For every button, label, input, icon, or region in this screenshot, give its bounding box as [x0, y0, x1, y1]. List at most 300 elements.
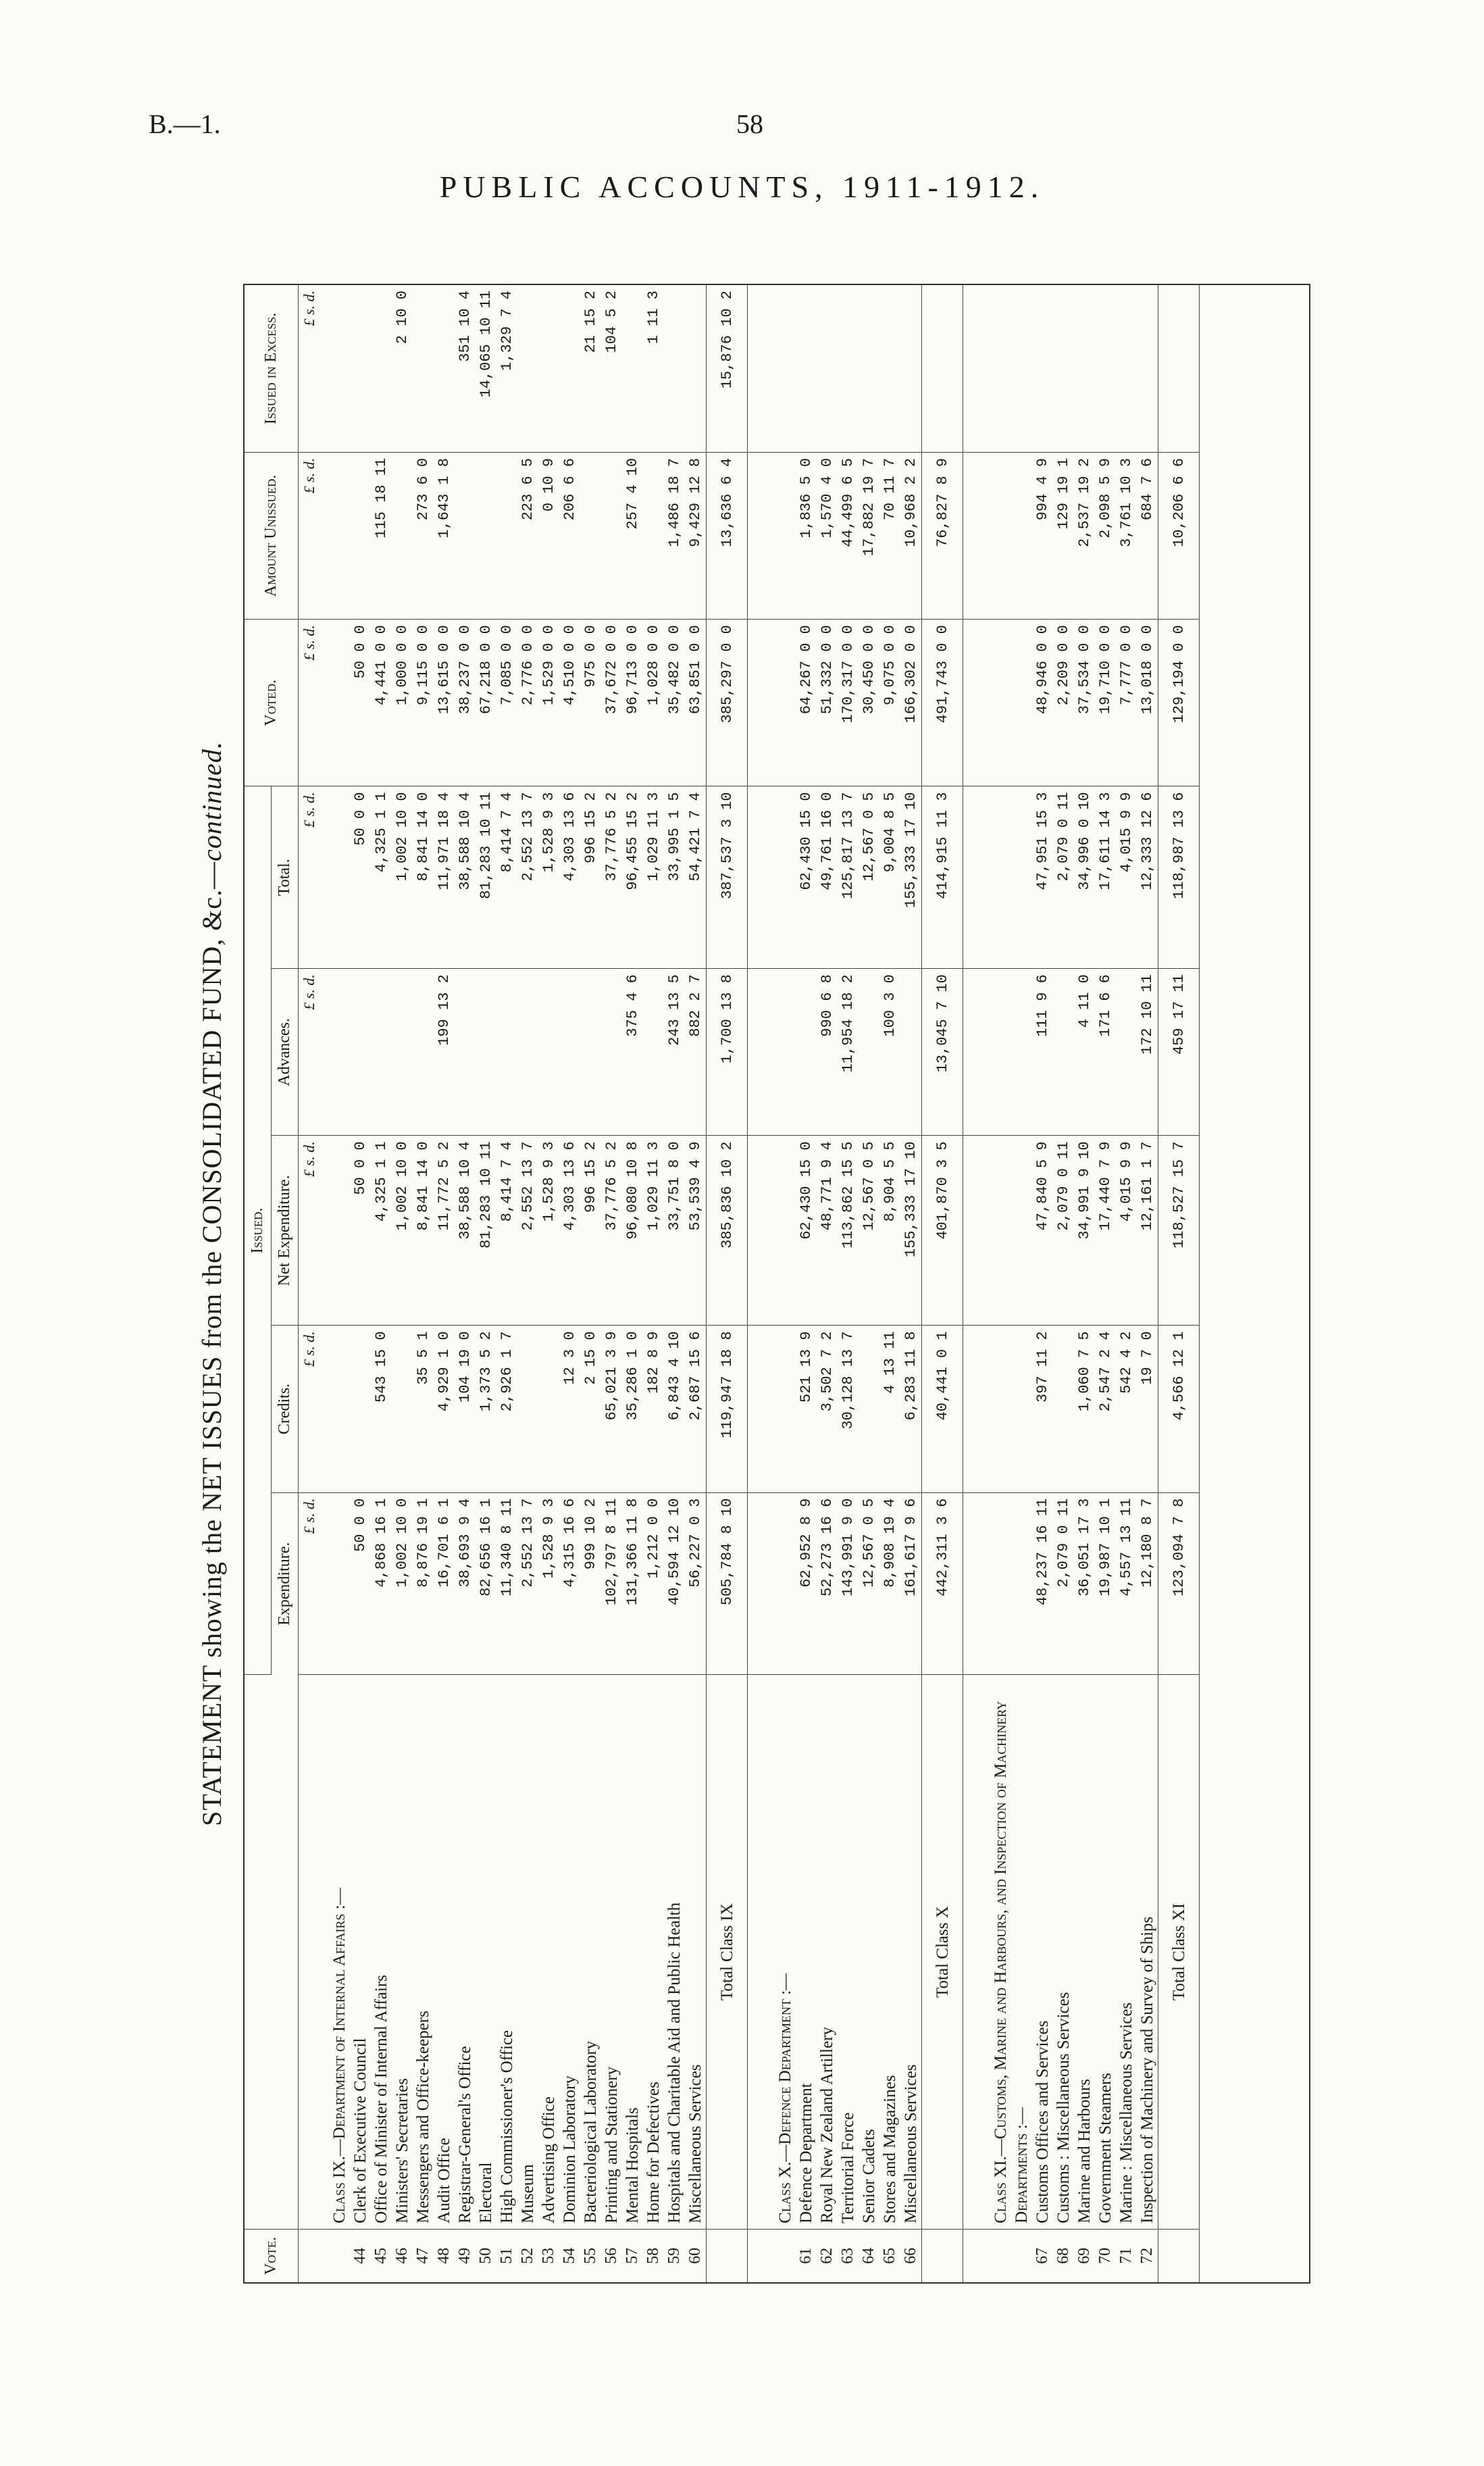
amount-net: 1,528 9 3 — [538, 1136, 559, 1326]
table-row — [455, 285, 476, 2282]
amount-net: 2,552 13 7 — [517, 1136, 538, 1326]
spacer-cell — [963, 452, 981, 619]
spacer-cell — [748, 452, 766, 619]
amount-cred — [350, 1326, 371, 1492]
total-unissued: 13,636 6 4 — [707, 452, 748, 619]
amount-exp: 4,557 13 11 — [1116, 1492, 1137, 1675]
amount-cred — [1053, 1326, 1074, 1492]
amount-voted: 63,851 0 0 — [685, 620, 707, 786]
amount-cred: 4 13 11 — [879, 1326, 900, 1492]
spacer-cell — [963, 786, 981, 969]
amount-voted: 30,450 0 0 — [859, 620, 879, 786]
class-heading-empty — [765, 452, 796, 619]
class-heading-vote — [981, 2229, 1032, 2282]
amount-adv — [350, 969, 371, 1136]
vote-number: 45 — [372, 2247, 390, 2264]
vote-description: Office of Minister of Internal Affairs — [371, 1675, 392, 2229]
amount-unissued: 9,429 12 8 — [685, 452, 707, 619]
vote-number: 71 — [1117, 2247, 1135, 2264]
amount-exp: 4,868 16 1 — [371, 1492, 392, 1675]
amount-voted: 38,237 0 0 — [455, 620, 476, 786]
amount-adv: 882 2 7 — [685, 969, 707, 1136]
vote-number: 69 — [1075, 2247, 1093, 2264]
amount-net: 2,079 0 11 — [1053, 1136, 1074, 1326]
amount-exp: 12,180 8 7 — [1137, 1492, 1158, 1675]
total-total: 387,537 3 10 — [707, 786, 748, 969]
table-row — [817, 285, 838, 2282]
amount-cred: 65,021 3 9 — [601, 1326, 622, 1492]
vote-number: 64 — [860, 2247, 877, 2264]
amount-voted: 975 0 0 — [580, 620, 601, 786]
amount-voted: 13,018 0 0 — [1137, 620, 1158, 786]
units-desc-cell — [299, 1675, 320, 2229]
col-total: Total. — [272, 786, 299, 969]
amount-total: 62,430 15 0 — [796, 786, 817, 969]
amount-unissued: 2,098 5 9 — [1095, 452, 1116, 619]
amount-adv — [900, 969, 922, 1136]
amount-voted: 37,672 0 0 — [601, 620, 622, 786]
class-heading-empty — [981, 285, 1032, 452]
amount-exp: 62,952 8 9 — [796, 1492, 817, 1675]
vote-description: Defence Department — [796, 1675, 817, 2229]
amount-excess — [371, 285, 392, 452]
total-excess — [1158, 285, 1200, 452]
amount-total: 49,761 16 0 — [817, 786, 838, 969]
amount-adv: 199 13 2 — [434, 969, 455, 1136]
total-total: 414,915 11 3 — [922, 786, 963, 969]
units-cell: £ s. d. — [299, 969, 320, 1136]
statement-table-frame — [243, 284, 1310, 2284]
amount-exp: 4,315 16 6 — [559, 1492, 580, 1675]
amount-exp: 102,797 8 11 — [601, 1492, 622, 1675]
amount-adv: 375 4 6 — [622, 969, 643, 1136]
amount-excess — [859, 285, 879, 452]
table-row — [1095, 285, 1116, 2282]
table-row — [879, 285, 900, 2282]
amount-cred: 521 13 9 — [796, 1326, 817, 1492]
amount-adv: 172 10 11 — [1137, 969, 1158, 1136]
amount-cred: 6,843 4 10 — [664, 1326, 685, 1492]
amount-total: 12,567 0 5 — [859, 786, 879, 969]
class-heading-empty — [981, 620, 1032, 786]
amount-excess: 21 15 2 — [580, 285, 601, 452]
vote-number: 58 — [644, 2247, 662, 2264]
total-voted: 491,743 0 0 — [922, 620, 963, 786]
amount-voted: 1,529 0 0 — [538, 620, 559, 786]
amount-cred: 1,373 5 2 — [476, 1326, 496, 1492]
table-row — [496, 285, 517, 2282]
col-credits: Credits. — [272, 1326, 299, 1492]
amount-total: 37,776 5 2 — [601, 786, 622, 969]
class-heading-empty — [981, 969, 1032, 1136]
amount-exp: 16,701 6 1 — [434, 1492, 455, 1675]
amount-cred: 397 11 2 — [1032, 1326, 1053, 1492]
vote-description: Territorial Force — [838, 1675, 859, 2229]
amount-adv: 4 11 0 — [1074, 969, 1095, 1136]
amount-excess — [434, 285, 455, 452]
amount-unissued: 10,968 2 2 — [900, 452, 922, 619]
amount-total: 11,971 18 4 — [434, 786, 455, 969]
units-cell: £ s. d. — [299, 620, 320, 786]
class-heading-empty — [319, 1492, 350, 1675]
vote-description: High Commissioner's Office — [496, 1675, 517, 2229]
units-cell: £ s. d. — [299, 452, 320, 619]
amount-exp: 2,552 13 7 — [517, 1492, 538, 1675]
amount-net: 1,002 10 0 — [392, 1136, 413, 1326]
spacer-cell — [963, 285, 981, 452]
amount-voted: 4,441 0 0 — [371, 620, 392, 786]
total-row — [922, 285, 963, 2282]
amount-adv: 171 6 6 — [1095, 969, 1116, 1136]
spacer-cell — [963, 969, 981, 1136]
vote-number: 56 — [603, 2247, 620, 2264]
col-description — [245, 1675, 299, 2229]
col-issued: Issued. — [245, 786, 272, 1675]
amount-net: 8,841 14 0 — [413, 1136, 434, 1326]
class-heading-empty — [765, 620, 796, 786]
class-heading-empty — [319, 620, 350, 786]
amount-exp: 2,079 0 11 — [1053, 1492, 1074, 1675]
vote-number: 49 — [456, 2247, 474, 2264]
spacer-cell — [748, 969, 766, 1136]
amount-excess — [664, 285, 685, 452]
amount-net: 38,588 10 4 — [455, 1136, 476, 1326]
spacer-cell — [748, 1492, 766, 1675]
amount-voted: 64,267 0 0 — [796, 620, 817, 786]
col-vote: Vote. — [245, 2229, 299, 2282]
vote-description: Ministers' Secretaries — [392, 1675, 413, 2229]
table-row — [350, 285, 371, 2282]
amount-exp: 52,273 16 6 — [817, 1492, 838, 1675]
amount-unissued: 223 6 5 — [517, 452, 538, 619]
amount-voted: 170,317 0 0 — [838, 620, 859, 786]
amount-net: 33,751 8 0 — [664, 1136, 685, 1326]
total-voted: 129,194 0 0 — [1158, 620, 1200, 786]
amount-adv — [796, 969, 817, 1136]
amount-adv — [476, 969, 496, 1136]
vote-number: 46 — [393, 2247, 411, 2264]
amount-cred: 12 3 0 — [559, 1326, 580, 1492]
units-vote-cell — [299, 2229, 320, 2282]
amount-voted: 13,615 0 0 — [434, 620, 455, 786]
amount-adv — [517, 969, 538, 1136]
vote-number: 51 — [498, 2247, 515, 2264]
total-exp: 123,094 7 8 — [1158, 1492, 1200, 1675]
amount-excess — [1032, 285, 1053, 452]
amount-exp: 1,002 10 0 — [392, 1492, 413, 1675]
amount-excess — [796, 285, 817, 452]
class-heading-empty — [319, 1136, 350, 1326]
spacer-cell — [963, 1492, 981, 1675]
amount-total: 9,004 8 5 — [879, 786, 900, 969]
amount-net: 8,414 7 4 — [496, 1136, 517, 1326]
statement-heading-continued: continued. — [197, 741, 227, 861]
amount-net: 50 0 0 — [350, 1136, 371, 1326]
amount-unissued — [643, 452, 664, 619]
amount-exp: 8,908 19 4 — [879, 1492, 900, 1675]
vote-description: Customs Offices and Services — [1032, 1675, 1053, 2229]
spacer-cell — [748, 1675, 766, 2229]
amount-adv: 100 3 0 — [879, 969, 900, 1136]
vote-number: 65 — [881, 2247, 898, 2264]
class-heading-empty — [765, 285, 796, 452]
amount-unissued: 684 7 6 — [1137, 452, 1158, 619]
vote-number: 52 — [519, 2247, 536, 2264]
amount-unissued: 44,499 6 5 — [838, 452, 859, 619]
amount-total: 1,528 9 3 — [538, 786, 559, 969]
table-row — [601, 285, 622, 2282]
table-row — [413, 285, 434, 2282]
class-heading-row — [319, 285, 350, 2282]
amount-net: 47,840 5 9 — [1032, 1136, 1053, 1326]
spacer-cell — [748, 285, 766, 452]
amount-excess — [1095, 285, 1116, 452]
amount-cred — [538, 1326, 559, 1492]
vote-description: Stores and Magazines — [879, 1675, 900, 2229]
amount-exp: 1,212 0 0 — [643, 1492, 664, 1675]
vote-description: Miscellaneous Services — [900, 1675, 922, 2229]
amount-voted: 166,302 0 0 — [900, 620, 922, 786]
amount-excess: 1,329 7 4 — [496, 285, 517, 452]
amount-net: 37,776 5 2 — [601, 1136, 622, 1326]
amount-excess — [1116, 285, 1137, 452]
vote-number: 54 — [561, 2247, 578, 2264]
vote-number: 66 — [902, 2247, 919, 2264]
amount-excess — [517, 285, 538, 452]
spacer-cell — [748, 786, 766, 969]
amount-voted: 67,218 0 0 — [476, 620, 496, 786]
col-net-expenditure: Net Expenditure. — [272, 1136, 299, 1326]
amount-voted: 19,710 0 0 — [1095, 620, 1116, 786]
amount-exp: 131,366 11 8 — [622, 1492, 643, 1675]
amount-cred: 182 8 9 — [643, 1326, 664, 1492]
amount-total: 4,015 9 9 — [1116, 786, 1137, 969]
spacer-cell — [963, 1675, 981, 2229]
amount-total: 54,421 7 4 — [685, 786, 707, 969]
vote-description: Dominion Laboratory — [559, 1675, 580, 2229]
amount-total: 155,333 17 10 — [900, 786, 922, 969]
table-row — [392, 285, 413, 2282]
amount-unissued — [601, 452, 622, 619]
amount-total: 1,029 11 3 — [643, 786, 664, 969]
class-heading: Class X.—Defence Department :— — [765, 1675, 796, 2229]
table-row — [859, 285, 879, 2282]
class-heading-empty — [319, 1326, 350, 1492]
table-row — [685, 285, 707, 2282]
amount-total: 2,079 0 11 — [1053, 786, 1074, 969]
amount-voted: 7,085 0 0 — [496, 620, 517, 786]
amount-voted: 37,534 0 0 — [1074, 620, 1095, 786]
amount-unissued — [392, 452, 413, 619]
amount-total: 125,817 13 7 — [838, 786, 859, 969]
vote-number: 53 — [540, 2247, 557, 2264]
table-row — [580, 285, 601, 2282]
table-row — [1032, 285, 1053, 2282]
amount-adv — [601, 969, 622, 1136]
spacer-cell — [963, 1136, 981, 1326]
amount-excess: 1 11 3 — [643, 285, 664, 452]
amount-total: 38,588 10 4 — [455, 786, 476, 969]
amount-adv: 990 6 8 — [817, 969, 838, 1136]
amount-excess — [900, 285, 922, 452]
class-heading-empty — [765, 1492, 796, 1675]
vote-number: 44 — [351, 2247, 369, 2264]
amount-adv — [538, 969, 559, 1136]
amount-total: 1,002 10 0 — [392, 786, 413, 969]
amount-net: 11,772 5 2 — [434, 1136, 455, 1326]
amount-cred: 104 19 0 — [455, 1326, 476, 1492]
class-heading-row — [981, 285, 1032, 2282]
amount-cred: 2,687 15 6 — [685, 1326, 707, 1492]
amount-adv — [413, 969, 434, 1136]
total-vote-cell — [707, 2229, 748, 2282]
amount-adv — [371, 969, 392, 1136]
vote-description: Government Steamers — [1095, 1675, 1116, 2229]
amount-exp: 56,227 0 3 — [685, 1492, 707, 1675]
amount-total: 996 15 2 — [580, 786, 601, 969]
col-amount-unissued: Amount Unissued. — [245, 452, 299, 619]
vote-description: Messengers and Office-keepers — [413, 1675, 434, 2229]
amount-exp: 40,594 12 10 — [664, 1492, 685, 1675]
page-number: 58 — [736, 109, 763, 139]
amount-net: 96,080 10 8 — [622, 1136, 643, 1326]
amount-total: 50 0 0 — [350, 786, 371, 969]
table-row — [371, 285, 392, 2282]
table-row — [1137, 285, 1158, 2282]
statement-heading-text: STATEMENT showing the NET ISSUES from the CONSOLIDATED FUND, &c.— — [197, 861, 227, 1826]
class-heading-empty — [981, 786, 1032, 969]
amount-unissued — [476, 452, 496, 619]
total-vote-cell — [922, 2229, 963, 2282]
total-unissued: 10,206 6 6 — [1158, 452, 1200, 619]
amount-cred: 2,547 2 4 — [1095, 1326, 1116, 1492]
amount-adv: 243 13 5 — [664, 969, 685, 1136]
amount-unissued — [496, 452, 517, 619]
amount-cred: 30,128 13 7 — [838, 1326, 859, 1492]
total-cred: 40,441 0 1 — [922, 1326, 963, 1492]
amount-total: 4,325 1 1 — [371, 786, 392, 969]
total-row — [707, 285, 748, 2282]
vote-number: 61 — [797, 2247, 815, 2264]
amount-total: 17,611 14 3 — [1095, 786, 1116, 969]
amount-unissued: 257 4 10 — [622, 452, 643, 619]
vote-description: Printing and Stationery — [601, 1675, 622, 2229]
spacer-cell — [963, 620, 981, 786]
amount-voted: 35,482 0 0 — [664, 620, 685, 786]
total-label: Total Class IX — [707, 1675, 748, 2229]
amount-unissued: 206 6 6 — [559, 452, 580, 619]
amount-excess — [350, 285, 371, 452]
amount-exp: 8,876 19 1 — [413, 1492, 434, 1675]
class-heading-vote — [765, 2229, 796, 2282]
table-row — [538, 285, 559, 2282]
class-heading-empty — [765, 1326, 796, 1492]
amount-voted: 1,000 0 0 — [392, 620, 413, 786]
vote-number: 67 — [1033, 2247, 1051, 2264]
total-exp: 442,311 3 6 — [922, 1492, 963, 1675]
amount-unissued: 3,761 10 3 — [1116, 452, 1137, 619]
amount-exp: 1,528 9 3 — [538, 1492, 559, 1675]
spacer-cell — [748, 2229, 766, 2282]
amount-exp: 11,340 8 11 — [496, 1492, 517, 1675]
vote-number: 59 — [665, 2247, 683, 2264]
table-row — [476, 285, 496, 2282]
vote-number: 48 — [435, 2247, 453, 2264]
amount-unissued — [350, 452, 371, 619]
vote-number: 62 — [818, 2247, 836, 2264]
vote-description: Hospitals and Charitable Aid and Public Health — [664, 1675, 685, 2229]
rotated-statement — [196, 284, 1317, 2284]
table-row — [900, 285, 922, 2282]
amount-voted: 2,776 0 0 — [517, 620, 538, 786]
amount-unissued: 0 10 9 — [538, 452, 559, 619]
table-row — [434, 285, 455, 2282]
amount-cred: 542 4 2 — [1116, 1326, 1137, 1492]
col-expenditure: Expenditure. — [272, 1492, 299, 1675]
amount-excess — [538, 285, 559, 452]
vote-description: Registrar-General's Office — [455, 1675, 476, 2229]
total-label: Total Class X — [922, 1675, 963, 2229]
amount-net: 1,029 11 3 — [643, 1136, 664, 1326]
vote-description: Clerk of Executive Council — [350, 1675, 371, 2229]
class-heading-empty — [319, 969, 350, 1136]
class-heading-vote — [319, 2229, 350, 2282]
amount-cred — [859, 1326, 879, 1492]
total-unissued: 76,827 8 9 — [922, 452, 963, 619]
vote-number: 72 — [1138, 2247, 1156, 2264]
vote-number: 47 — [414, 2247, 432, 2264]
spacer-cell — [748, 1326, 766, 1492]
class-heading-row — [765, 285, 796, 2282]
amount-total: 81,283 10 11 — [476, 786, 496, 969]
amount-cred: 1,060 7 5 — [1074, 1326, 1095, 1492]
amount-total: 8,414 7 4 — [496, 786, 517, 969]
class-heading-empty — [319, 452, 350, 619]
amount-cred — [392, 1326, 413, 1492]
amount-exp: 12,567 0 5 — [859, 1492, 879, 1675]
class-heading-empty — [765, 786, 796, 969]
amount-net: 155,333 17 10 — [900, 1136, 922, 1326]
amount-unissued: 1,643 1 8 — [434, 452, 455, 619]
amount-net: 34,991 9 10 — [1074, 1136, 1095, 1326]
amount-voted: 2,209 0 0 — [1053, 620, 1074, 786]
vote-number: 55 — [582, 2247, 599, 2264]
class-heading-empty — [765, 969, 796, 1136]
amount-unissued: 115 18 11 — [371, 452, 392, 619]
amount-net: 12,161 1 7 — [1137, 1136, 1158, 1326]
total-excess: 15,876 10 2 — [707, 285, 748, 452]
units-row — [299, 285, 320, 2282]
vote-number: 57 — [623, 2247, 641, 2264]
amount-net: 4,015 9 9 — [1116, 1136, 1137, 1326]
page-code: B.—1. — [149, 109, 221, 139]
amount-adv — [643, 969, 664, 1136]
total-voted: 385,297 0 0 — [707, 620, 748, 786]
amount-adv — [496, 969, 517, 1136]
amount-cred — [517, 1326, 538, 1492]
amount-net: 113,862 15 5 — [838, 1136, 859, 1326]
amount-excess — [817, 285, 838, 452]
amount-exp: 48,237 16 11 — [1032, 1492, 1053, 1675]
amount-total: 2,552 13 7 — [517, 786, 538, 969]
total-label: Total Class XI — [1158, 1675, 1200, 2229]
col-issued-in-excess: Issued in Excess. — [245, 285, 299, 452]
spacer-cell — [963, 2229, 981, 2282]
amount-unissued — [580, 452, 601, 619]
total-net: 118,527 15 7 — [1158, 1136, 1200, 1326]
amount-adv: 11,954 18 2 — [838, 969, 859, 1136]
class-heading: Class XI.—Customs, Marine and Harbours, and Inspection of Machinery Departments :— — [981, 1675, 1032, 2229]
